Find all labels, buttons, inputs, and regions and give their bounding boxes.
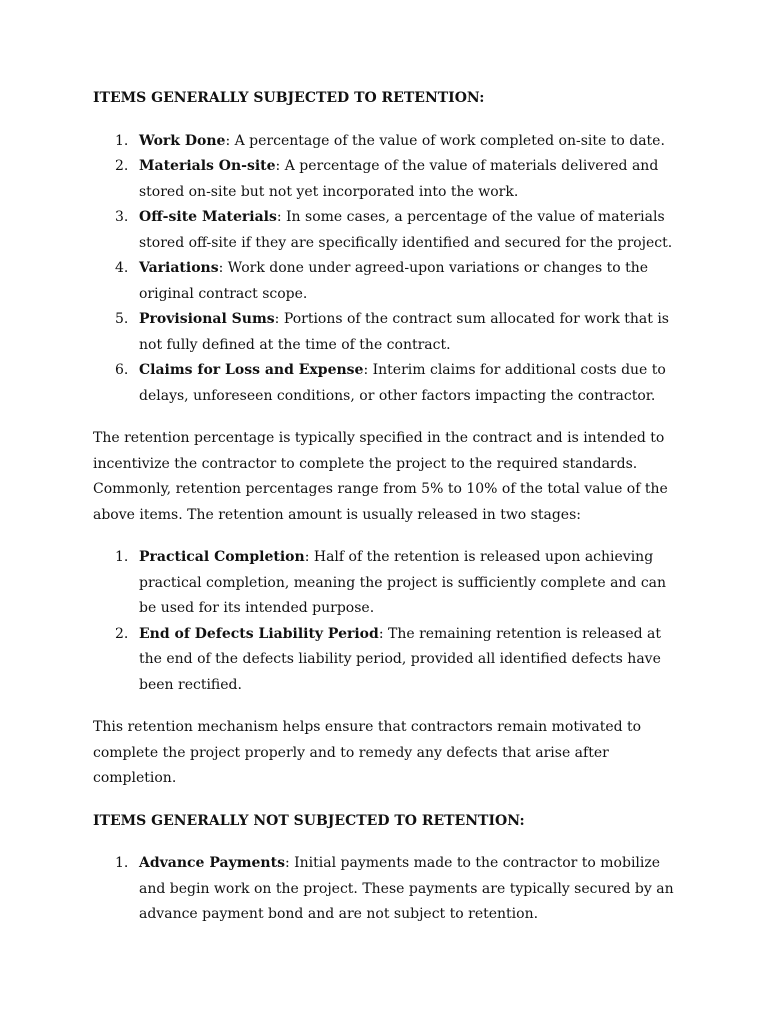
- item-term: Materials On-site: [139, 158, 276, 174]
- item-text: : A percentage of the value of work completed on-site to date.: [225, 132, 665, 149]
- item-text: : Interim claims for additional costs due to delays, unforeseen conditions, or other factors impacting the contractor.: [139, 362, 666, 404]
- list-item: 5. Provisional Sums: Portions of the contract sum allocated for work that is not fully defined at the time of the contract.: [115, 311, 669, 353]
- not-retention-items-list: [93, 851, 676, 928]
- item-term: Advance Payments: [139, 855, 285, 871]
- paragraph-retention-mechanism: This retention mechanism helps ensure that contractors remain motivated to complete the project properly and to remedy any defects that arise after completion.: [93, 719, 642, 786]
- list-item: 4. Variations: Work done under agreed-upon variations or changes to the original contract scope.: [115, 260, 649, 302]
- item-term: Off-site Materials: [139, 209, 277, 225]
- section-heading-not-retention: ITEMS GENERALLY NOT SUBJECTED TO RETENTION:: [93, 812, 525, 829]
- item-term: Claims for Loss and Expense: [139, 362, 364, 378]
- item-text: : Half of the retention is released upon achieving practical completion, meaning the project is sufficiently complete and can be used for its intended purpose.: [139, 549, 667, 616]
- paragraph-retention-percentage: The retention percentage is typically specified in the contract and is intended to incentivize the contractor to complete the project to the required standards. Commonly, retention percentages range from 5% to 10% of the total value of the above items. The retention amount is usually released in two stages:: [93, 430, 668, 523]
- list-item: 6. Claims for Loss and Expense: Interim claims for additional costs due to delays, unforeseen conditions, or other factors impacting the contractor.: [115, 362, 666, 404]
- list-item: 1. Practical Completion: Half of the retention is released upon achieving practical completion, meaning the project is sufficiently complete and can be used for its intended purpose.: [115, 549, 667, 616]
- item-text: : The remaining retention is released at the end of the defects liability period, provided all identified defects have been rectified.: [139, 625, 662, 693]
- item-term: End of Defects Liability Period: [139, 625, 379, 642]
- list-item: 2. End of Defects Liability Period: The remaining retention is released at the end of the defects liability period, provided all identified defects have been rectified.: [115, 625, 662, 693]
- list-item: 3. Off-site Materials: In some cases, a percentage of the value of materials stored off-site if they are specifically identified and secured for the project.: [115, 209, 673, 251]
- item-term: Variations: [139, 260, 219, 276]
- item-text: : Portions of the contract sum allocated for work that is not fully defined at the time of the contract.: [139, 311, 669, 353]
- section-heading-retention: ITEMS GENERALLY SUBJECTED TO RETENTION:: [93, 90, 485, 106]
- list-item: 2. Materials On-site: A percentage of the value of materials delivered and stored on-site but not yet incorporated into the work.: [115, 158, 659, 200]
- item-term: Work Done: [139, 132, 226, 149]
- item-text: : A percentage of the value of materials delivered and stored on-site but not yet incorporated into the work.: [139, 158, 659, 200]
- release-stages-list: [93, 545, 676, 698]
- list-item: 1. Advance Payments: Initial payments made to the contractor to mobilize and begin work on the project. These payments are typically secured by an advance payment bond and are not subject to retention.: [115, 855, 674, 922]
- item-text: : Initial payments made to the contractor to mobilize and begin work on the project. These payments are typically secured by an advance payment bond and are not subject to retention.: [139, 855, 674, 922]
- item-term: Provisional Sums: [139, 311, 275, 327]
- item-term: Practical Completion: [139, 549, 305, 565]
- item-text: : Work done under agreed-upon variations or changes to the original contract scope.: [139, 260, 649, 302]
- list-item: 1. Work Done: A percentage of the value of work completed on-site to date.: [115, 132, 665, 149]
- retention-items-list: [93, 129, 676, 410]
- item-text: : In some cases, a percentage of the value of materials stored off-site if they are specifically identified and secured for the project.: [139, 209, 673, 251]
